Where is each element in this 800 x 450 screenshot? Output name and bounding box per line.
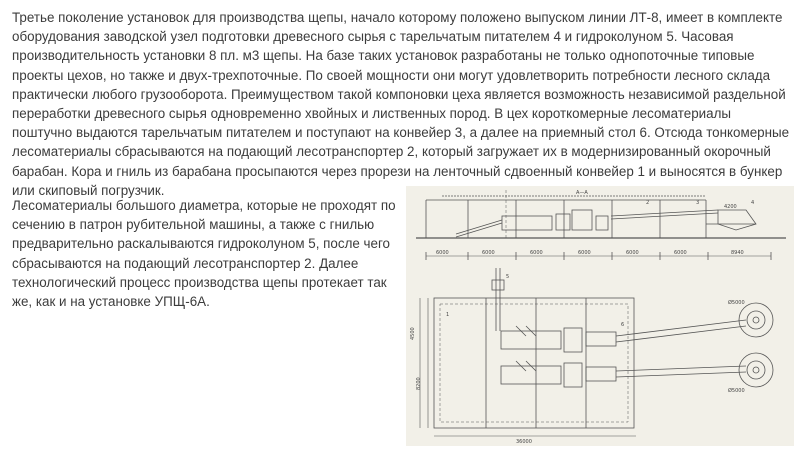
paragraph-top: Третье поколение установок для производства щепы, начало которому положено выпуском линии ЛТ-8, имеет в комплекте оборудования заводской узел подготовки древесного сырья с тарельчатым питателем 4 и гидроколуном 5. Часовая производительность установки 8 пл. м3 щепы. На базе таких установок разработаны не только однопоточные типовые проекты цехов, но также и двух-трехпоточные. По своей мощности они могут удовлетворить потребности лесного склада практически любого грузооборота. Преимуществом такой компоновки цеха является возможность независимой раздельной переработки древесного сырья одновременно хвойных и лиственных пород. В цех короткомерные лесоматериалы поштучно выдаются тарельчатым питателем и поступают на конвейер 3, а далее на приемный стол 6. Отсюда тонкомерные лесоматериалы сбрасываются на подающий лесотранспортер 2, который загружает их в модернизированный окорочный барабан. Кора и гниль из барабана просыпаются через прорези на ленточный сдвоенный конвейер 1 и выносятся в бункер или скиповый погрузчик. [12,10,790,198]
dim-top-4: 6000 [578,250,591,256]
dim-total: 36000 [516,439,532,445]
dim-height: 4200 [724,204,737,210]
callout-2: 2 [646,200,650,206]
dim-top-6: 6000 [674,250,687,256]
dim-diameter-1: Ø5000 [728,300,745,306]
callout-4: 4 [751,200,755,206]
dim-top-1: 6000 [436,250,449,256]
callout-3: 3 [696,200,700,206]
dim-diameter-2: Ø5000 [728,388,745,394]
drawing-svg [406,186,794,446]
paragraph-left: Лесоматериалы большого диаметра, которые не проходят по сечению в патрон рубительной машины, а также с гнилью предварительно раскалываются гидроколуном 5, после чего сбрасываются на подающий лесотранспортер 2. Далее технологический процесс производства щепы протекает так же, как и на установке УПЩ-6А. [12,198,396,310]
callout-6: 6 [621,322,625,328]
dim-top-3: 6000 [530,250,543,256]
section-label: А—А [576,190,588,196]
technical-drawing [406,186,794,446]
dim-top-7: 8940 [731,250,744,256]
dim-top-5: 6000 [626,250,639,256]
dim-top-2: 6000 [482,250,495,256]
dim-plan-left-1: 4500 [410,327,416,340]
callout-5: 5 [506,274,510,280]
dim-plan-left-2: 8200 [416,377,422,390]
plan-view [420,268,773,436]
callout-1: 1 [446,312,450,318]
